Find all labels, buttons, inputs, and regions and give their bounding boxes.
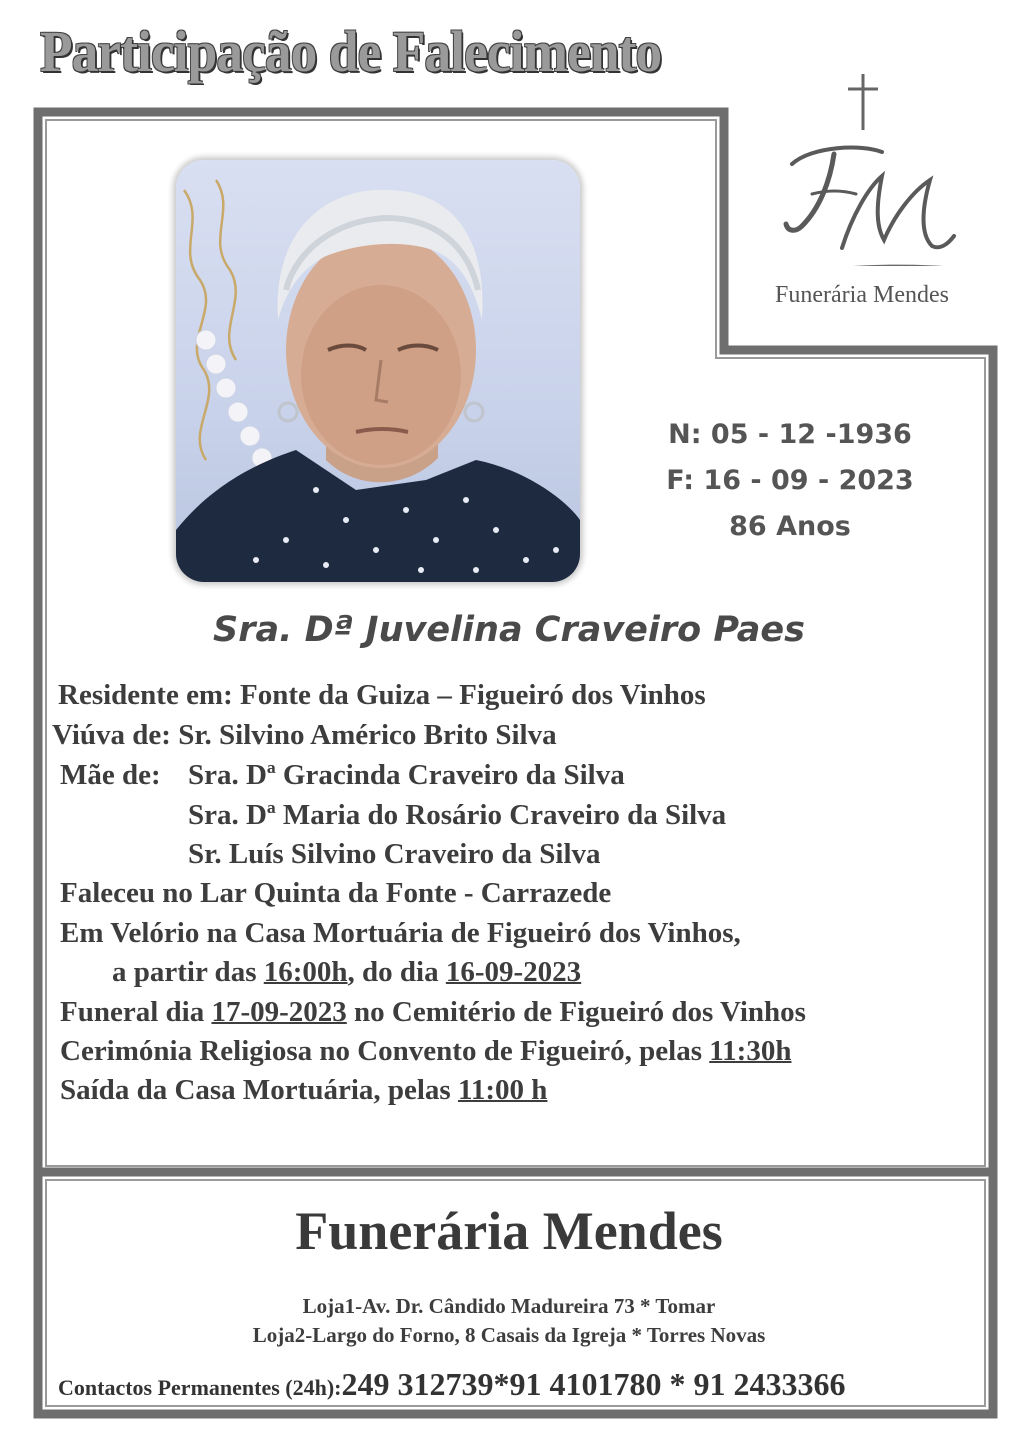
death-date: F: 16 - 09 - 2023	[666, 465, 914, 496]
widow-line: Viúva de: Sr. Silvino Américo Brito Silva	[52, 719, 557, 751]
departure-prefix: Saída da Casa Mortuária, pelas	[60, 1074, 451, 1106]
contacts-label: Contactos Permanentes (24h):	[58, 1375, 342, 1400]
wake-mid: , do dia	[347, 956, 439, 988]
age: 86 Anos	[729, 511, 851, 542]
funeral-date: 17-09-2023	[211, 996, 347, 1028]
ceremony-time: 11:30h	[709, 1035, 792, 1067]
cross-icon	[846, 74, 880, 130]
child-2: Sra. Dª Maria do Rosário Craveiro da Silva	[188, 799, 727, 831]
footer-company-name: Funerária Mendes	[295, 1201, 723, 1261]
residence-line: Residente em: Fonte da Guiza – Figueiró dos Vinhos	[58, 679, 706, 711]
store-1-address: Loja1-Av. Dr. Cândido Madureira 73 * Tomar	[302, 1294, 716, 1318]
departure-time: 11:00 h	[457, 1074, 548, 1106]
deceased-name: Sra. Dª Juvelina Craveiro Paes	[213, 610, 805, 650]
dates-block	[660, 412, 920, 550]
ceremony-prefix: Cerimónia Religiosa no Convento de Figueiró, pelas	[60, 1035, 703, 1067]
contacts-line	[58, 1366, 846, 1403]
funeraria-logo-monogram	[772, 136, 962, 266]
funeral-suffix: no Cemitério de Figueiró dos Vinhos	[354, 996, 806, 1028]
birth-date: N: 05 - 12 -1936	[668, 419, 912, 450]
ceremony-line	[60, 1032, 791, 1072]
death-place-line: Faleceu no Lar Quinta da Fonte - Carrazede	[60, 877, 612, 909]
wake-time-line	[112, 953, 581, 993]
funeraria-logo-name: Funerária Mendes	[775, 282, 949, 308]
child-1: Sra. Dª Gracinda Craveiro da Silva	[188, 759, 625, 791]
deceased-portrait	[176, 160, 580, 582]
funeral-prefix: Funeral dia	[60, 996, 205, 1028]
page-title: Participação de Falecimento	[40, 19, 662, 84]
mother-label: Mãe de:	[60, 759, 161, 791]
contacts-numbers: 249 312739*91 4101780 * 91 2433366	[341, 1366, 846, 1402]
wake-date: 16-09-2023	[445, 956, 582, 988]
wake-place-line: Em Velório na Casa Mortuária de Figueiró dos Vinhos,	[60, 917, 741, 949]
funeral-line	[60, 993, 806, 1033]
child-3: Sr. Luís Silvino Craveiro da Silva	[188, 838, 601, 870]
wake-prefix: a partir das	[112, 956, 257, 988]
store-2-address: Loja2-Largo do Forno, 8 Casais da Igreja * Torres Novas	[252, 1323, 766, 1347]
wake-time: 16:00h	[263, 956, 348, 988]
departure-line	[60, 1071, 547, 1111]
